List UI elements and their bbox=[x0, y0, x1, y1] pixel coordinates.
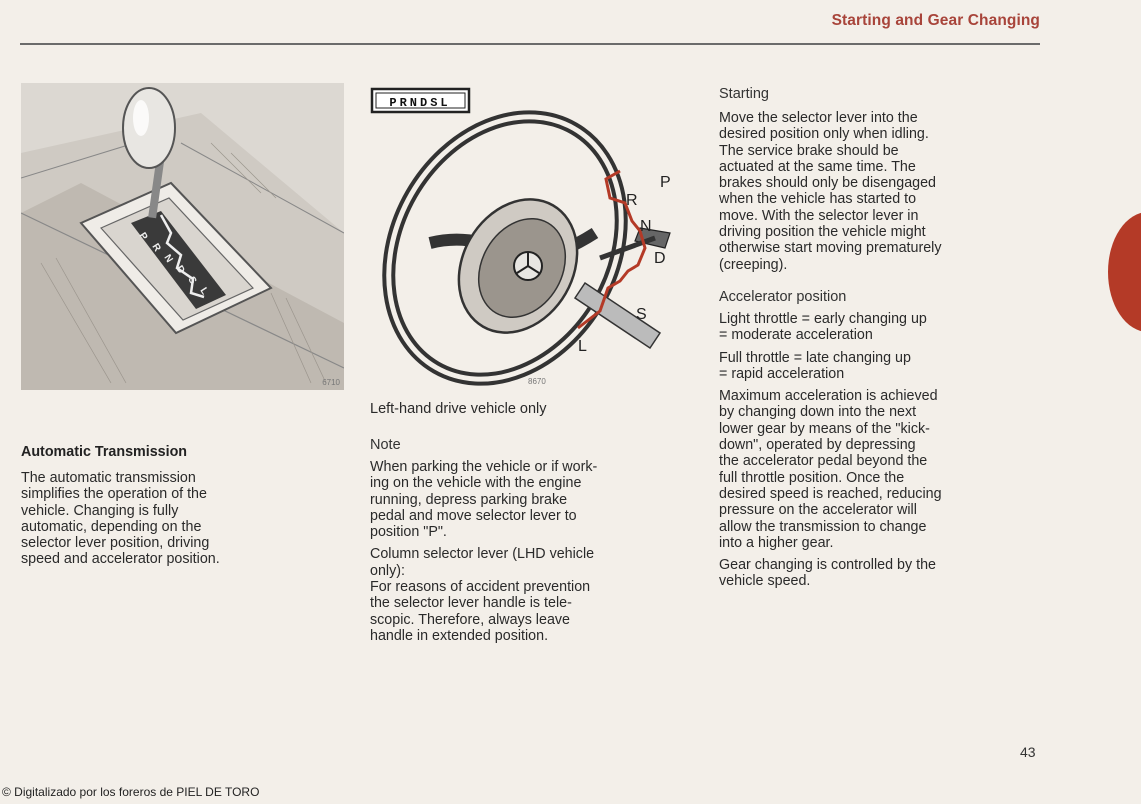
text-line: handle in extended position. bbox=[370, 627, 549, 644]
text-line: The service brake should be bbox=[719, 142, 899, 159]
text-line: the accelerator pedal beyond the bbox=[719, 453, 928, 470]
text-line: lower gear by means of the "kick- bbox=[719, 420, 930, 437]
text-line: Maximum acceleration is achieved bbox=[719, 388, 938, 405]
column-selector-paragraph bbox=[370, 579, 690, 644]
gate-letter: P bbox=[136, 230, 150, 243]
column-automatic-transmission bbox=[21, 444, 321, 568]
text-line: Full throttle = late changing up bbox=[719, 349, 911, 366]
header-rule bbox=[20, 43, 1040, 45]
gate-letter: N bbox=[161, 252, 175, 265]
gear-changing-paragraph bbox=[719, 557, 1039, 590]
floor-selector-illustration bbox=[21, 83, 344, 390]
text-line: scopic. Therefore, always leave bbox=[370, 611, 570, 628]
column-notes bbox=[370, 401, 690, 644]
note-title: Note bbox=[370, 437, 401, 453]
text-line: simplifies the operation of the bbox=[21, 486, 207, 503]
text-line: into a higher gear. bbox=[719, 534, 834, 551]
text-line: move. With the selector lever in bbox=[719, 207, 919, 224]
text-line: pedal and move selector lever to bbox=[370, 507, 577, 524]
full-throttle bbox=[719, 350, 1039, 383]
text-line: When parking the vehicle or if work- bbox=[370, 459, 598, 475]
column-selector-title bbox=[370, 546, 690, 579]
gear-label-s: S bbox=[636, 306, 647, 323]
figure-caption: Left-hand drive vehicle only bbox=[370, 401, 547, 417]
gear-label-r: R bbox=[626, 192, 638, 209]
footer-credit: © Digitalizado por los foreros de PIEL DE TORO bbox=[2, 785, 260, 799]
gate-letter: R bbox=[149, 241, 163, 254]
figure-number: 8670 bbox=[528, 377, 546, 386]
gear-label-l: L bbox=[578, 338, 587, 355]
text-line: Light throttle = early changing up bbox=[719, 310, 927, 327]
text-line: desired speed is reached, reducing bbox=[719, 485, 942, 502]
text-line: = rapid acceleration bbox=[719, 365, 845, 382]
gear-badge-text: PRNDSL bbox=[389, 96, 451, 110]
text-line: vehicle. Changing is fully bbox=[21, 502, 179, 519]
column-starting bbox=[719, 86, 1039, 590]
text-line: selector lever position, driving bbox=[21, 535, 210, 552]
text-line: The automatic transmission bbox=[21, 470, 196, 486]
text-line: running, depress parking brake bbox=[370, 491, 568, 508]
page-number: 43 bbox=[1020, 744, 1036, 760]
gear-label-n: N bbox=[640, 218, 652, 235]
text-line: desired position only when idling. bbox=[719, 126, 929, 143]
text-line: otherwise start moving prematurely bbox=[719, 240, 942, 257]
text-line: position "P". bbox=[370, 524, 447, 541]
intro-paragraph bbox=[21, 470, 321, 568]
text-line: For reasons of accident prevention bbox=[370, 579, 591, 596]
section-heading: Automatic Transmission bbox=[21, 444, 188, 460]
figure-number: 6710 bbox=[322, 378, 340, 387]
text-line: when the vehicle has started to bbox=[719, 191, 917, 208]
text-line: driving position the vehicle might bbox=[719, 224, 926, 241]
steering-wheel-drawing bbox=[370, 83, 700, 393]
text-line: Gear changing is controlled by the bbox=[719, 557, 936, 574]
text-line: Column selector lever (LHD vehicle bbox=[370, 546, 595, 563]
text-line: only): bbox=[370, 562, 405, 579]
text-line: (creeping). bbox=[719, 256, 788, 273]
accelerator-title: Accelerator position bbox=[719, 288, 847, 305]
floor-selector-drawing bbox=[21, 83, 344, 390]
note-paragraph bbox=[370, 459, 690, 540]
text-line: = moderate acceleration bbox=[719, 327, 873, 344]
section-title: Starting and Gear Changing bbox=[831, 12, 1040, 29]
kickdown-paragraph bbox=[719, 388, 1039, 551]
text-line: ing on the vehicle with the engine bbox=[370, 475, 582, 492]
gear-label-d: D bbox=[654, 250, 666, 267]
starting-paragraph bbox=[719, 110, 1039, 273]
text-line: brakes should only be disengaged bbox=[719, 175, 936, 192]
text-line: by changing down into the next bbox=[719, 404, 917, 421]
text-line: automatic, depending on the bbox=[21, 518, 202, 535]
text-line: the selector lever handle is tele- bbox=[370, 595, 572, 612]
text-line: Move the selector lever into the bbox=[719, 110, 918, 126]
light-throttle bbox=[719, 311, 1039, 344]
text-line: allow the transmission to change bbox=[719, 518, 927, 535]
gate-letter: S bbox=[185, 274, 199, 287]
text-line: down", operated by depressing bbox=[719, 437, 916, 454]
gate-letter: L bbox=[197, 285, 211, 297]
text-line: full throttle position. Once the bbox=[719, 469, 905, 486]
text-line: actuated at the same time. The bbox=[719, 158, 916, 175]
text-line: speed and accelerator position. bbox=[21, 551, 220, 568]
starting-title: Starting bbox=[719, 86, 769, 102]
chapter-tab-marker bbox=[1108, 212, 1141, 332]
text-line: vehicle speed. bbox=[719, 573, 811, 590]
text-line: pressure on the accelerator will bbox=[719, 502, 917, 519]
gate-letter: D bbox=[173, 263, 187, 276]
steering-wheel-illustration bbox=[370, 83, 700, 393]
gear-label-p: P bbox=[660, 174, 671, 191]
